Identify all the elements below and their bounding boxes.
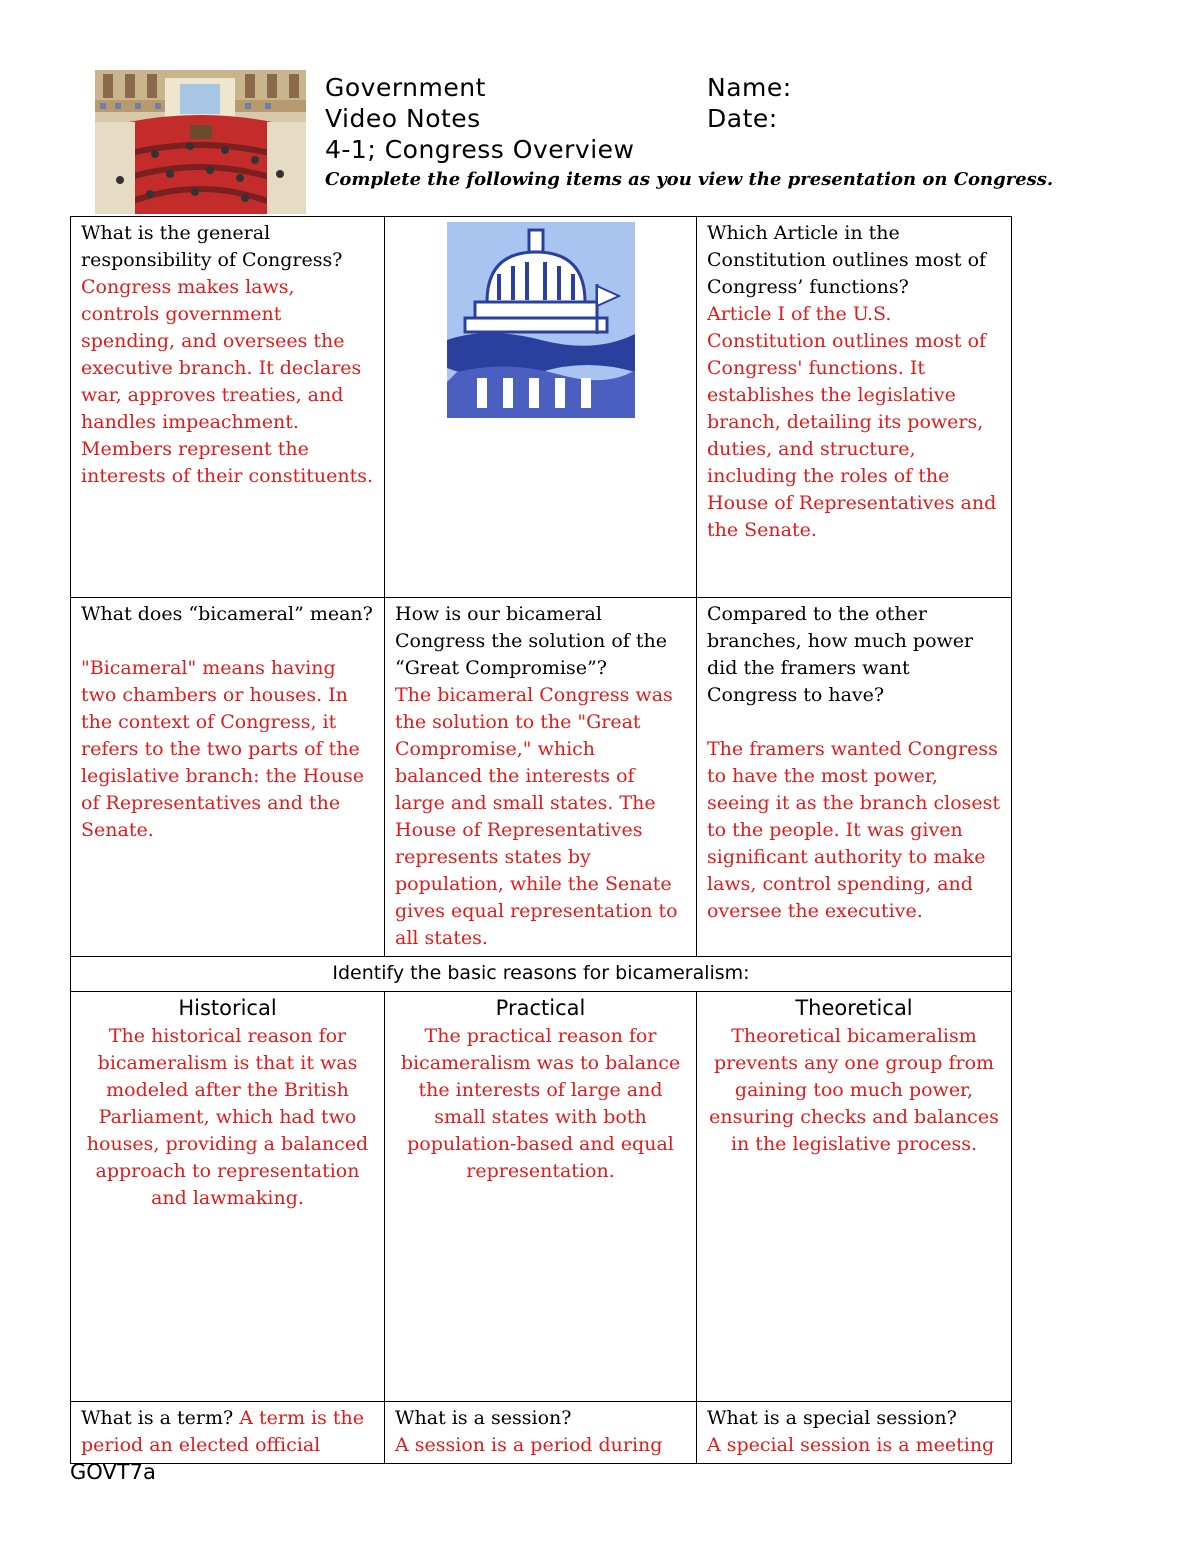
table-row bbox=[71, 217, 1012, 598]
instructions: Complete the following items as you view the presentation on Congress. bbox=[325, 169, 1054, 190]
title-government: Government bbox=[325, 73, 486, 102]
cell-practical bbox=[385, 992, 697, 1402]
question-article: Which Article in the Constitution outlines most of Congress’ functions? bbox=[707, 222, 987, 298]
answer-great-compromise: The bicameral Congress was the solution to the "Great Compromise," which balanced the interests of large and small states. The House of Representatives represents states by population, while the Senate gives equal representation to all states. bbox=[395, 684, 678, 949]
question-great-compromise: How is our bicameral Congress the solution of the “Great Compromise”? bbox=[395, 603, 667, 679]
table-row bbox=[71, 992, 1012, 1402]
answer-special-session: A special session is a meeting bbox=[707, 1434, 995, 1456]
question-special-session: What is a special session? bbox=[707, 1407, 957, 1429]
answer-power: The framers wanted Congress to have the most power, seeing it as the branch closest to the people. It was given significant authority to make laws, control spending, and oversee the executive. bbox=[707, 738, 1001, 922]
theoretical-label: Theoretical bbox=[795, 996, 913, 1020]
answer-responsibility: Congress makes laws, controls government spending, and oversees the executive branch. It declares war, approves treaties, and handles impeachment. Members represent the interests of their constituents. bbox=[81, 276, 374, 487]
title-video-notes: Video Notes bbox=[325, 104, 481, 133]
table-row bbox=[71, 1402, 1012, 1464]
answer-article: Article I of the U.S. Constitution outlines most of Congress' functions. It establishes the legislative branch, detailing its powers, duties, and structure, including the roles of the House of Representatives and the Senate. bbox=[707, 303, 997, 541]
cell-theoretical bbox=[697, 992, 1012, 1402]
question-power: Compared to the other branches, how much power did the framers want Congress to have? bbox=[707, 603, 974, 706]
table-row bbox=[71, 957, 1012, 992]
name-label: Name: bbox=[707, 73, 792, 102]
question-session: What is a session? bbox=[395, 1407, 572, 1429]
answer-bicameral: "Bicameral" means having two chambers or houses. In the context of Congress, it refers to the two parts of the legislative branch: the House of Representatives and the Senate. bbox=[81, 657, 364, 841]
cell-great-compromise bbox=[385, 598, 697, 957]
cell-responsibility bbox=[71, 217, 385, 598]
cell-special-session bbox=[697, 1402, 1012, 1464]
theoretical-answer: Theoretical bicameralism prevents any one group from gaining too much power, ensuring checks and balances in the legislative process. bbox=[709, 1025, 999, 1155]
cell-historical bbox=[71, 992, 385, 1402]
cell-capitol-image bbox=[385, 217, 697, 598]
cell-term bbox=[71, 1402, 385, 1464]
title-lesson: 4-1; Congress Overview bbox=[325, 135, 635, 164]
practical-answer: The practical reason for bicameralism was to balance the interests of large and small states with both population-based and equal representation. bbox=[400, 1025, 681, 1182]
historical-label: Historical bbox=[178, 996, 277, 1020]
practical-label: Practical bbox=[495, 996, 586, 1020]
table-row bbox=[71, 598, 1012, 957]
answer-session: A session is a period during bbox=[395, 1434, 663, 1456]
question-term: What is a term? bbox=[81, 1407, 234, 1429]
date-label: Date: bbox=[707, 104, 778, 133]
historical-answer: The historical reason for bicameralism is that it was modeled after the British Parliament, which had two houses, providing a balanced approach to representation and lawmaking. bbox=[86, 1025, 369, 1209]
answer-term: A term is the period an elected official bbox=[81, 1407, 364, 1456]
question-bicameral: What does “bicameral” mean? bbox=[81, 603, 373, 625]
question-responsibility: What is the general responsibility of Congress? bbox=[81, 222, 343, 271]
house-chamber-image bbox=[95, 70, 306, 214]
student-info bbox=[707, 72, 792, 134]
standard-code: GOVT7a bbox=[70, 1460, 156, 1484]
cell-article bbox=[697, 217, 1012, 598]
reasons-heading: Identify the basic reasons for bicameralism: bbox=[71, 957, 1012, 992]
cell-session bbox=[385, 1402, 697, 1464]
cell-bicameral bbox=[71, 598, 385, 957]
capitol-icon bbox=[447, 222, 635, 418]
notes-table bbox=[70, 216, 1012, 1464]
document-title bbox=[325, 72, 634, 165]
cell-power bbox=[697, 598, 1012, 957]
